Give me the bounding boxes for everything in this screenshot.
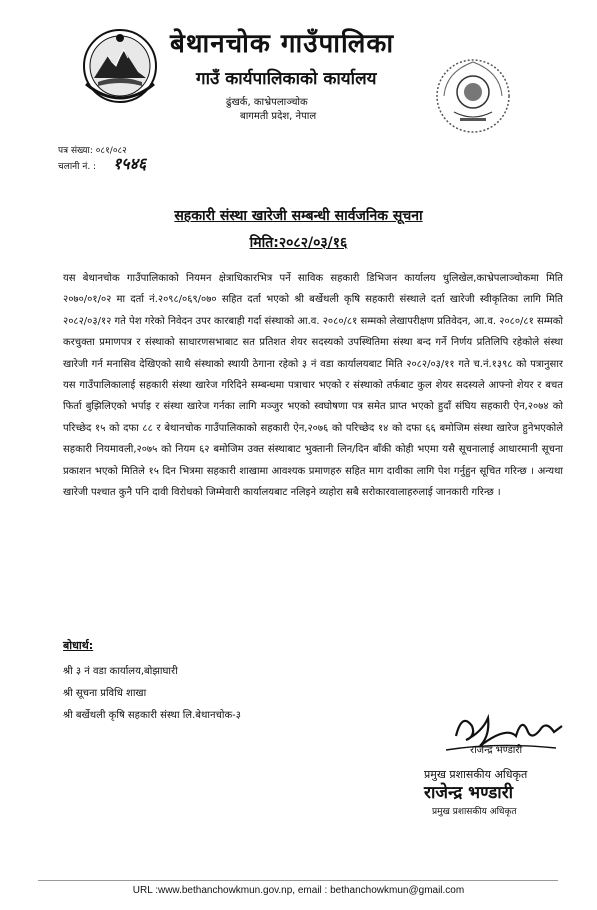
cc-item: श्री ३ नं वडा कार्यालय,बोझाघारी — [63, 666, 178, 677]
notice-body: यस बेथानचोक गाउँपालिकाको नियमन क्षेत्राधिकारभित्र पर्ने साविक सहकारी डिभिजन कार्यालय धुलिखेल,काभ्रेपलाञ्चोकमा मिति २०७०/०१/०२ मा दर्ता नं.२०९८/०६९/०७० सहित दर्ता भएको श्री बर्खेथली कृषि सहकारी संस्थाले दर्ता खारेजी स्वीकृतिका लागि मिति २०८२/०३/१२ गते पेश गरेको निवेदन उपर कारबाही गर्दा संस्थाको आ.व. २०८०/८१ सम्मको लेखापरीक्षण प्रतिवेदन, आ.व. २०८०/८१ सम्मको करचुक्ता प्रमाणपत्र र संस्थाको साधारणसभाबाट सत प्रतिशत शेयर सदस्यको उपस्थितिमा संस्था बन्द गर्ने निर्णय प्रतिलिपि रहेकोले संस्था खारेजी गर्न मनासिव देखिएको साथै संस्थाको स्थायी ठेगाना रहेको ३ नं वडा कार्यालयबाट मिति २०८२/०३/११ गते च.नं.१३९८ को पत्रानुसार यस गाउँपालिकालाई सहकारी संस्था खारेज गरिदिने सम्बन्धमा पत्राचार भएको र संस्थाको तर्फबाट कुल शेयर सदस्यले आफ्नो शेयर र बचत फिर्ता बुझिलिएको भर्पाइ र संस्था खारेज गर्नका लागि मञ्जुर भएको स्वघोषणा पत्र समेत प्राप्त भएको हुदाँ संघिय सहकारी ऐन,२०७४ को परिच्छेद १५ को दफा ८८ र बेथानचोक गाउँपालिकाको सहकारी ऐन,२०७६ को परिच्छेद १४ को दफा ६६ बमोजिम संस्था खारेज हुनेभएकोले सहकारी नियमावली,२०७५ को नियम ६२ बमोजिम उक्त संस्थाबाट भुक्तानी लिन/दिन बाँकी कोही भएमा यसै सूचनालाई आधारमानी सूचना प्रकाशन भएको मितिले १५ दिन भित्रमा सहकारी शाखामा आवश्यक प्रमाणहरु सहित माग दावीका लागि पेश गर्नुहुन सूचित गरिन्छ । अन्यथा खारेजी पश्चात कुनै पनि दावी विरोधको जिम्मेवारी कार्यालयबाट नलिइने व्यहोरा सबै सरोकारवालाहरुलाई जानकारी गरिन्छ । — [63, 273, 563, 499]
address-line-1: ढुंखर्क, काभ्रेपलाञ्चोक — [226, 97, 308, 108]
stamp-title: प्रमुख प्रशासकीय अधिकृत — [432, 807, 517, 817]
address-line-2: बागमती प्रदेश, नेपाल — [240, 111, 317, 122]
notice-date: मिति:२०८२/०३/१६ — [249, 235, 348, 251]
office-name: गाउँ कार्यपालिकाको कार्यालय — [196, 69, 377, 89]
signatory-title: प्रमुख प्रशासकीय अधिकृत — [424, 768, 528, 781]
nepal-emblem-icon — [78, 26, 162, 106]
footer-divider — [38, 880, 558, 881]
dispatch-number-value: १५४६ — [112, 154, 147, 173]
signatory-name: राजेन्द्र भण्डारी — [470, 745, 523, 756]
footer-contact: URL :www.bethanchowkmun.gov.np, email : bethanchowkmun@gmail.com — [132, 885, 465, 896]
org-name: बेथानचोक गाउँपालिका — [170, 29, 395, 59]
reference-number-label: पत्र संख्या: — [58, 146, 93, 156]
notice-subject: सहकारी संस्था खारेजी सम्बन्धी सार्वजनिक सूचना — [174, 208, 423, 224]
dispatch-number-label: चलानी नं. : — [58, 162, 97, 172]
dispatch-number — [58, 152, 146, 174]
stamp-name: राजेन्द्र भण्डारी — [424, 783, 514, 803]
cc-item: श्री बर्खेथली कृषि सहकारी संस्था लि.बेथानचोक-३ — [63, 710, 241, 721]
reference-number-value: ०८१/०८२ — [95, 146, 127, 156]
municipality-seal-icon — [432, 56, 514, 136]
cc-title: बोधार्थ: — [63, 639, 94, 652]
cc-item: श्री सूचना प्रविधि शाखा — [63, 688, 147, 699]
